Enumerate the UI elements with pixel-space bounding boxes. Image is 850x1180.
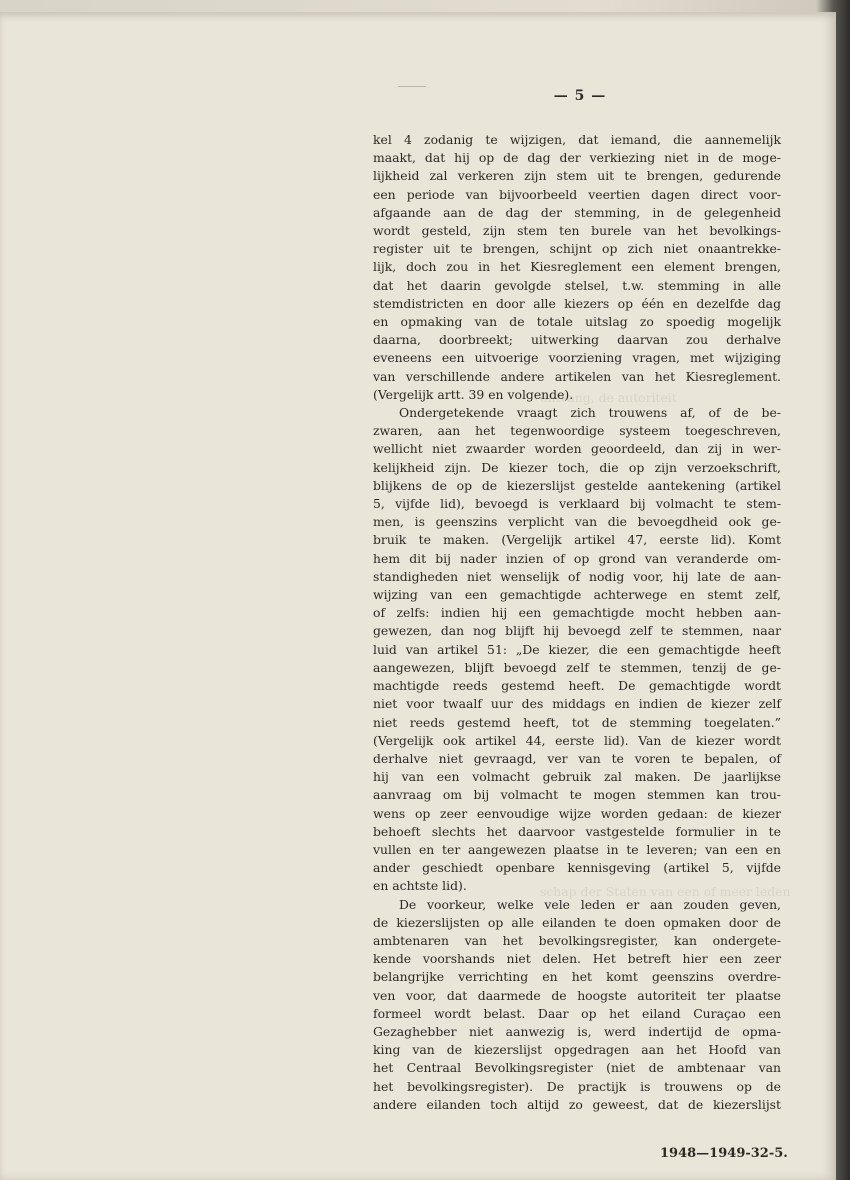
paragraph bbox=[373, 404, 781, 895]
text-line: wordt gesteld, zijn stem ten burele van het bevolkings- bbox=[373, 223, 781, 239]
text-line: hem dit bij nader inzien of op grond van veranderde om- bbox=[373, 550, 781, 566]
text-line: aangewezen, blijft bevoegd zelf te stemmen, tenzij de ge- bbox=[373, 659, 781, 675]
text-line: en opmaking van de totale uitslag zo spoedig mogelijk bbox=[373, 314, 781, 330]
text-line: eveneens een uitvoerige voorziening vragen, met wijziging bbox=[373, 350, 781, 366]
text-line: ambtenaren van het bevolkingsregister, kan ondergete- bbox=[373, 932, 781, 948]
text-line: belangrijke verrichting en het komt geenszins overdre- bbox=[373, 969, 781, 985]
text-line: maakt, dat hij op de dag der verkiezing niet in de moge- bbox=[373, 150, 781, 166]
text-line: luid van artikel 51: „De kiezer, die een gemachtigde heeft bbox=[373, 641, 781, 657]
text-line: een periode van bijvoorbeeld veertien dagen direct voor- bbox=[373, 186, 781, 202]
text-line: lijkheid zal verkeren zijn stem uit te brengen, gedurende bbox=[373, 168, 781, 184]
text-line: De voorkeur, welke vele leden er aan zouden geven, bbox=[399, 896, 781, 912]
text-line: Ondergetekende vraagt zich trouwens af, of de be- bbox=[399, 405, 781, 421]
text-line: en achtste lid). bbox=[373, 878, 467, 894]
text-line: hij van een volmacht gebruik zal maken. De jaarlijkse bbox=[373, 769, 781, 785]
text-line: standigheden niet wenselijk of nodig voor, hij late de aan- bbox=[373, 568, 781, 584]
text-line: register uit te brengen, schijnt op zich niet onaantrekke- bbox=[373, 241, 781, 257]
text-line: (Vergelijk ook artikel 44, eerste lid). Van de kiezer wordt bbox=[373, 732, 781, 748]
text-line: van verschillende andere artikelen van het Kiesreglement. bbox=[373, 368, 781, 384]
show-through-text: ontvang, de autoriteit bbox=[540, 390, 677, 405]
text-line: afgaande aan de dag der stemming, in de gelegenheid bbox=[373, 204, 781, 220]
text-line: aanvraag om bij volmacht te mogen stemmen kan trou- bbox=[373, 787, 781, 803]
text-line: of zelfs: indien hij een gemachtigde mocht hebben aan- bbox=[373, 605, 781, 621]
text-line: vullen en ter aangewezen plaatse in te leveren; van een en bbox=[373, 841, 781, 857]
text-line: ander geschiedt openbare kennisgeving (artikel 5, vijfde bbox=[373, 860, 781, 876]
text-line: lijk, doch zou in het Kiesreglement een element brengen, bbox=[373, 259, 781, 275]
text-line: andere eilanden toch altijd zo geweest, dat de kiezerslijst bbox=[373, 1096, 781, 1112]
document-page bbox=[0, 12, 836, 1180]
text-line: men, is geenszins verplicht van die bevoegdheid ook ge- bbox=[373, 514, 781, 530]
text-line: formeel wordt belast. Daar op het eiland Curaçao een bbox=[373, 1005, 781, 1021]
text-line: machtigde reeds gestemd heeft. De gemachtigde wordt bbox=[373, 678, 781, 694]
text-line: niet reeds gestemd heeft, tot de stemming toegelaten.” bbox=[373, 714, 781, 730]
text-line: wijzing van een gemachtigde achterwege en stemt zelf, bbox=[373, 587, 781, 603]
text-line: gewezen, dan nog blijft hij bevoegd zelf te stemmen, naar bbox=[373, 623, 781, 639]
text-line: (Vergelijk artt. 39 en volgende). bbox=[373, 386, 574, 402]
text-line: dat het daarin gevolgde stelsel, t.w. stemming in alle bbox=[373, 277, 781, 293]
paragraph bbox=[373, 896, 781, 1114]
text-line: de kiezerslijsten op alle eilanden te doen opmaken door de bbox=[373, 914, 781, 930]
text-line: zwaren, aan het tegenwoordige systeem toegeschreven, bbox=[373, 423, 781, 439]
text-line: wellicht niet zwaarder worden geoordeeld, dan zij in wer- bbox=[373, 441, 781, 457]
text-line: wens op zeer eenvoudige wijze worden gedaan: de kiezer bbox=[373, 805, 781, 821]
text-line: niet voor twaalf uur des middags en indien de kiezer zelf bbox=[373, 696, 781, 712]
text-line: blijkens de op de kiezerslijst gestelde aantekening (artikel bbox=[373, 477, 781, 493]
text-line: king van de kiezerslijst opgedragen aan het Hoofd van bbox=[373, 1042, 781, 1058]
text-line: daarna, doorbreekt; uitwerking daarvan zou derhalve bbox=[373, 332, 781, 348]
text-line: bruik te maken. (Vergelijk artikel 47, eerste lid). Komt bbox=[373, 532, 781, 548]
show-through-text: schap der Staten van een of meer leden bbox=[540, 884, 791, 899]
text-line: behoeft slechts het daarvoor vastgestelde formulier in te bbox=[373, 823, 781, 839]
page-number: — 5 — bbox=[553, 88, 607, 104]
text-line: het Centraal Bevolkingsregister (niet de ambtenaar van bbox=[373, 1060, 781, 1076]
text-line: Gezaghebber niet aanwezig is, werd indertijd de opma- bbox=[373, 1023, 781, 1039]
text-line: 5, vijfde lid), bevoegd is verklaard bij volmacht te stem- bbox=[373, 496, 781, 512]
text-line: stemdistricten en door alle kiezers op één en dezelfde dag bbox=[373, 295, 781, 311]
text-line: kel 4 zodanig te wijzigen, dat iemand, die aannemelijk bbox=[373, 132, 781, 147]
faint-scan-mark bbox=[398, 86, 426, 87]
text-line: het bevolkingsregister). De practijk is trouwens op de bbox=[373, 1078, 781, 1094]
document-reference: 1948—1949-32-5. bbox=[660, 1146, 788, 1161]
paragraph bbox=[373, 131, 781, 404]
text-line: derhalve niet gevraagd, ver van te voren te bepalen, of bbox=[373, 750, 781, 766]
body-text bbox=[373, 131, 781, 1114]
text-line: kende voorshands niet delen. Het betreft hier een zeer bbox=[373, 951, 781, 967]
text-line: ven voor, dat daarmede de hoogste autoriteit ter plaatse bbox=[373, 987, 781, 1003]
text-line: kelijkheid zijn. De kiezer toch, die op zijn verzoekschrift, bbox=[373, 459, 781, 475]
